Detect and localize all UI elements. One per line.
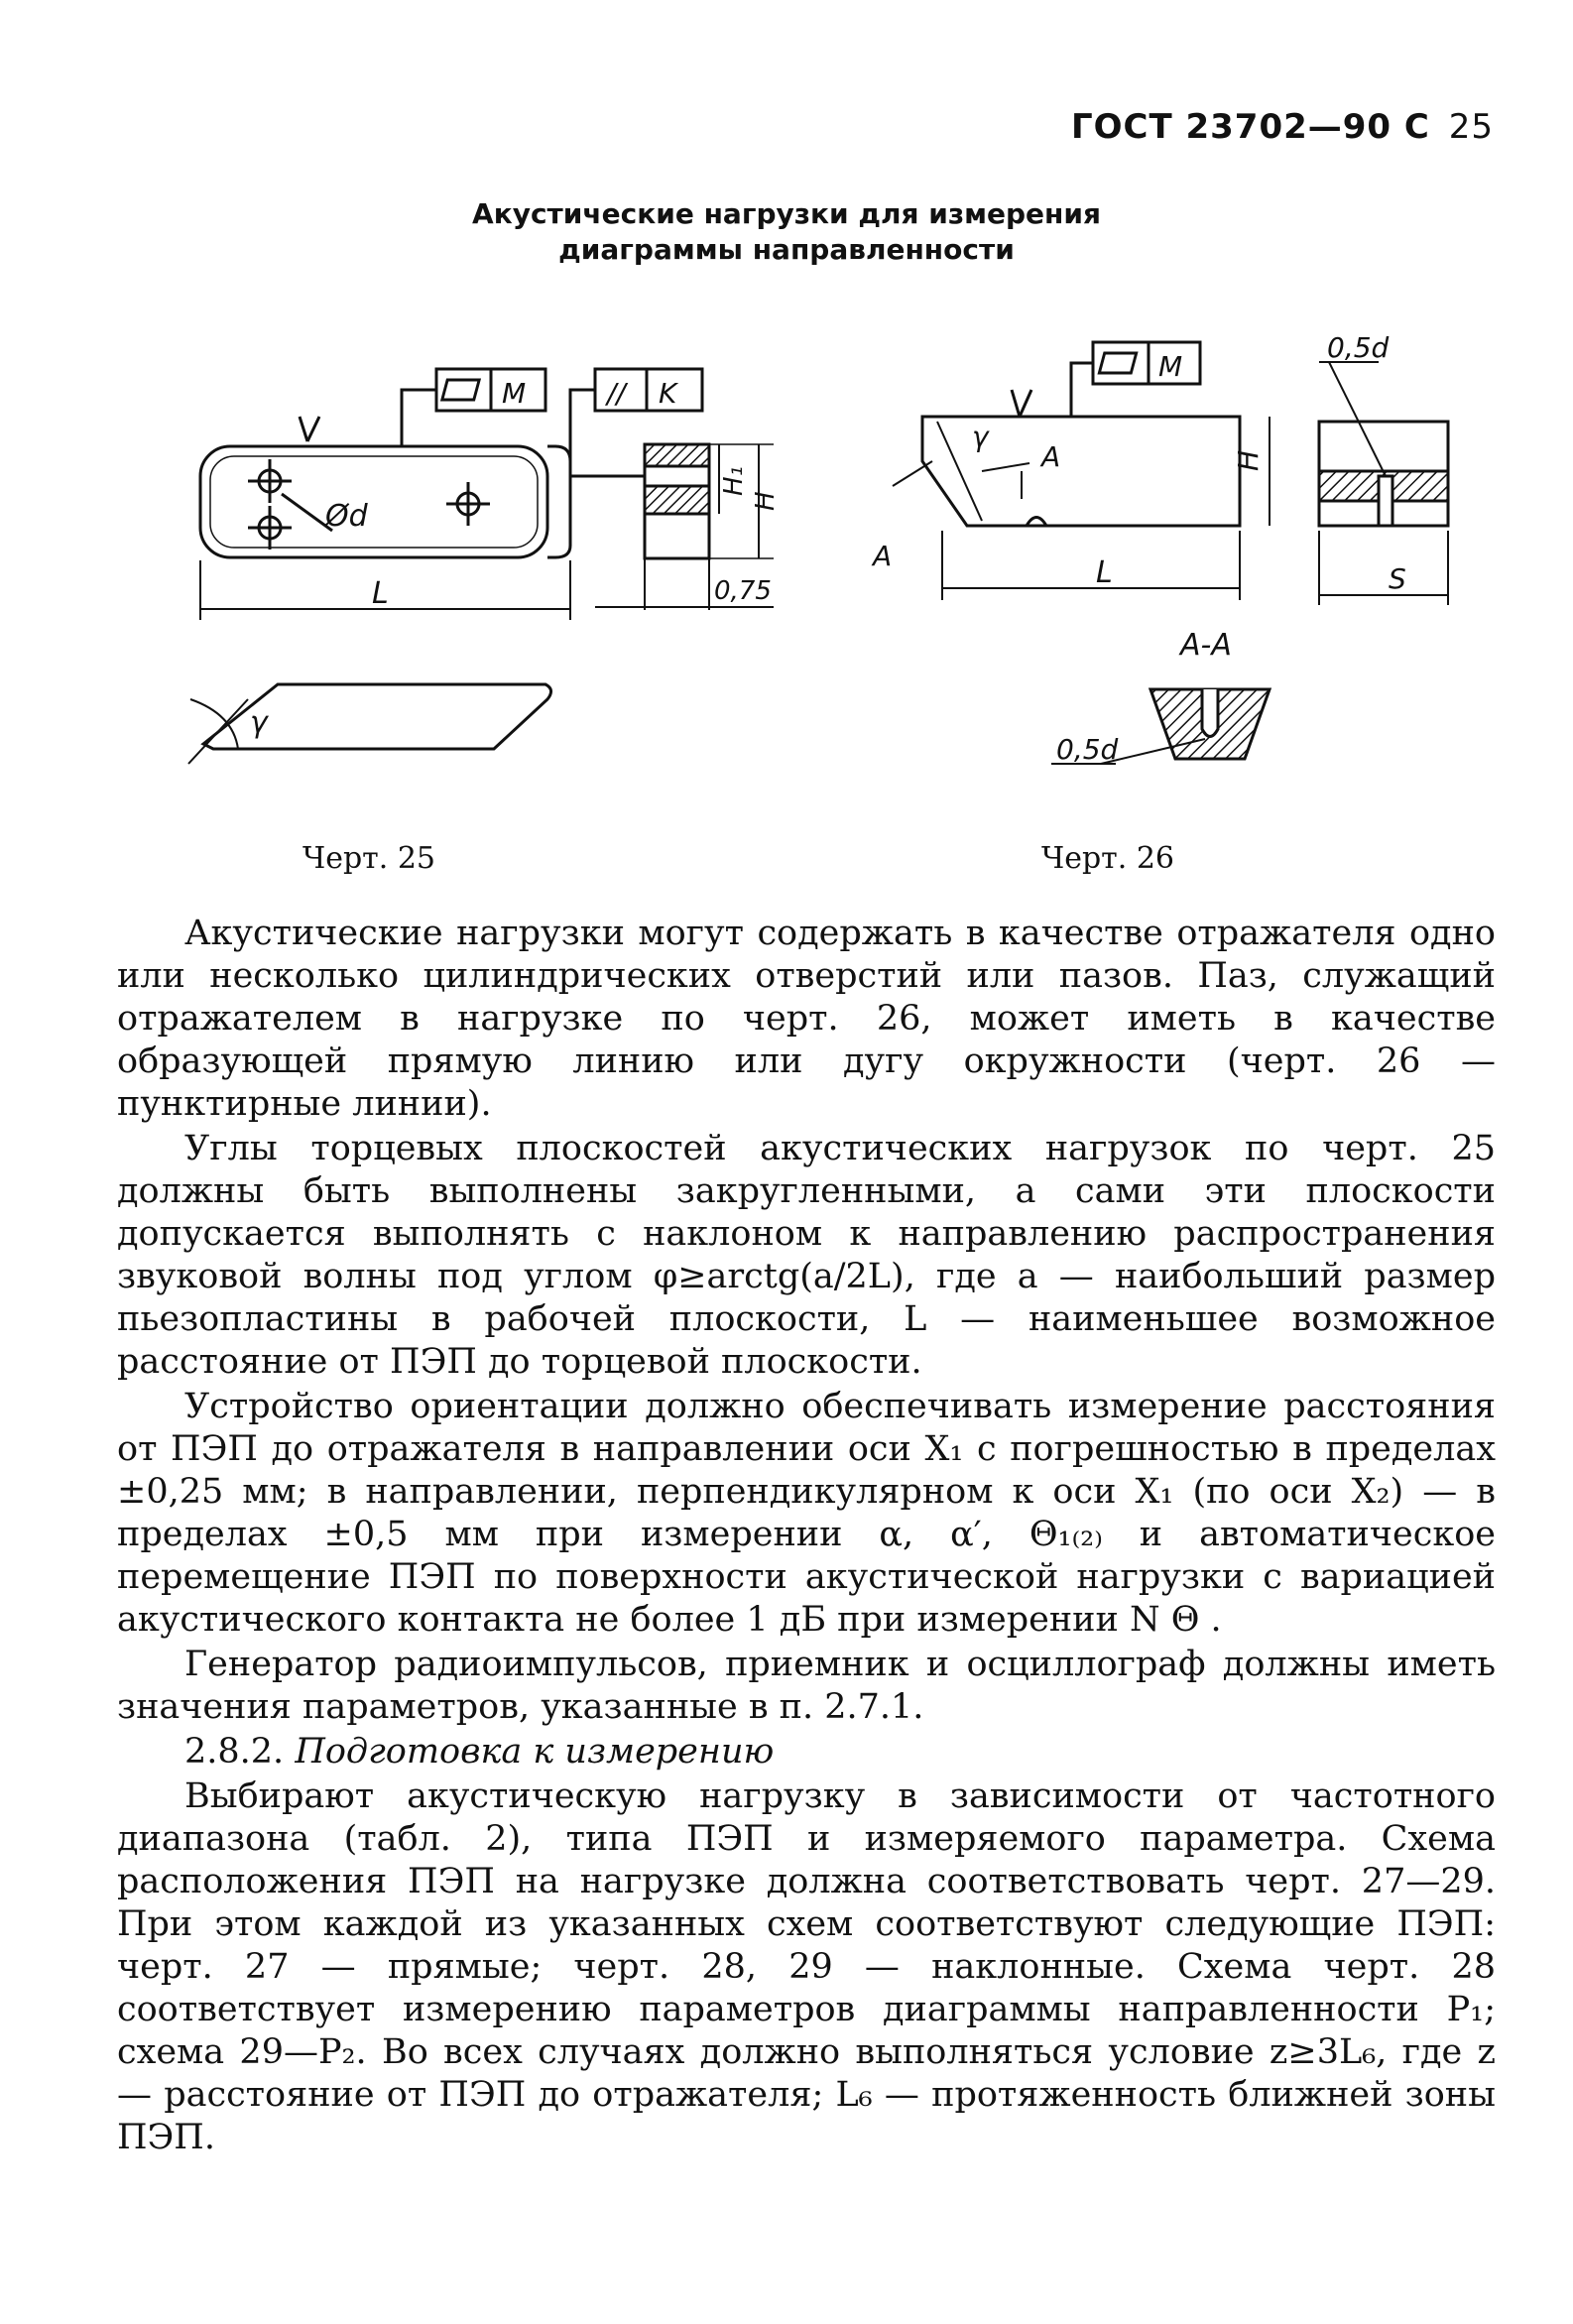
hole-3 [446,482,490,526]
paragraph-2: Углы торцевых плоскостей акустических нагрузок по черт. 25 должны быть выполнены закругленными, а сами эти плоскости допускается выполнять с наклоном к направлению распространения звуковой волны под углом φ≥arctg(a/2L), где a — наибольший размер пьезопластины в рабочей плоскости, L — наименьшее возможное расстояние от ПЭП до торцевой плоскости. [117,1129,1496,1382]
top-dim-label: 0,5d [1327,331,1390,364]
gamma-label-26: γ [972,421,989,453]
frame-26-symbol: M [1158,350,1183,383]
frame-2-ref: K [659,377,677,410]
figure-26-drawing [853,322,1468,779]
angle-arc [190,699,238,749]
figure-25-drawing [179,347,813,794]
section-mark-2: A [873,540,893,572]
figure-25 [179,347,813,794]
side-slot [1379,476,1392,526]
surface-mark [300,417,319,441]
paragraph-1: Акустические нагрузки могут содержать в качестве отражателя одно или несколько цилиндрических отверстий или пазов. Паз, служащий отражателем в нагрузке по черт. 26, может иметь в качестве образующей прямую линию или дугу окружности (черт. 26 — пунктирные линии). [117,914,1496,1124]
bar-right-end [547,446,570,557]
h-label-26: H [1232,449,1265,471]
side-section-hatch-top [645,444,709,466]
dia-label: Ød [325,499,368,534]
standard-number: ГОСТ 23702—90 С [1070,107,1430,147]
figure-title-line-2: диаграммы направленности [558,233,1015,266]
section-paragraph: Выбирают акустическую нагрузку в зависимости от частотного диапазона (табл. 2), типа ПЭП и измеряемого параметра. Схема расположения ПЭП на нагрузке должна соответствовать черт. 27—29. При этом каждой из указанных схем соответствуют следующие ПЭП: черт. 27 — прямые; черт. 28, 29 — наклонные. Схема черт. 28 соответствует измерению параметров диаграммы направленности P₁; схема 29—P₂. Во всех случаях должно выполняться условие z≥3L₆, где z — расстояние от ПЭП до отражателя; L₆ — протяженность ближней зоны ПЭП. [117,1776,1496,2157]
bar-outline [200,446,547,557]
section-aa-label: А-А [1180,628,1232,663]
frame-1-symbol: M [502,377,527,410]
section-mark-1: A [1041,440,1061,473]
frame-2-symbol: // [607,377,626,410]
figure-25-caption: Черт. 25 [302,841,435,876]
side-section-hatch-mid [645,486,709,514]
s-label: S [1389,562,1406,595]
h1-label: H₁ [719,466,749,496]
figure-26 [853,322,1468,779]
section-line-a [893,461,932,486]
figure-26-caption: Черт. 26 [1041,841,1174,876]
paragraph-3: Устройство ориентации должно обеспечивать измерение расстояния от ПЭП до отражателя в направлении оси X₁ с погрешностью в пределах ±0,25 мм; в направлении, перпендикулярном к оси X₁ (по оси X₂) — в пределах ±0,5 мм при измерении α, α′, Θ₁₍₂₎ и автоматическое перемещение ПЭП по поверхности акустической нагрузки с вариацией акустического контакта не более 1 дБ при измерении N Θ . [117,1387,1496,1640]
section-number: 2.8.2. [184,1732,285,1772]
bottom-dim-label: 0,5d [1056,733,1119,766]
surface-mark-26 [1012,390,1031,417]
gamma-label-25: γ [250,705,268,740]
page-header [1071,107,1494,147]
body-text [117,913,1496,2161]
figure-title [0,196,1573,268]
dim075-label: 0,75 [714,576,772,606]
section-title: Подготовка к измерению [295,1732,775,1772]
top-dim-leader [1329,362,1386,476]
paragraph-4: Генератор радиоимпульсов, приемник и осциллограф должны иметь значения параметров, указанные в п. 2.7.1. [117,1645,1496,1727]
section-aa-slot [1202,689,1218,737]
page-number: 25 [1448,107,1494,147]
hole-2 [248,506,292,550]
tolerance-frame-26 [1071,342,1200,417]
figure-title-line-1: Акустические нагрузки для измерения [472,197,1101,230]
length-label: L [372,576,389,611]
h-label: H [751,491,781,511]
section-heading [117,1731,1496,1774]
block-outline [922,417,1240,526]
section-arrow-1 [982,463,1029,471]
angle-line [188,699,248,764]
l-label-26: L [1096,555,1113,590]
tolerance-frame-1 [402,369,545,446]
